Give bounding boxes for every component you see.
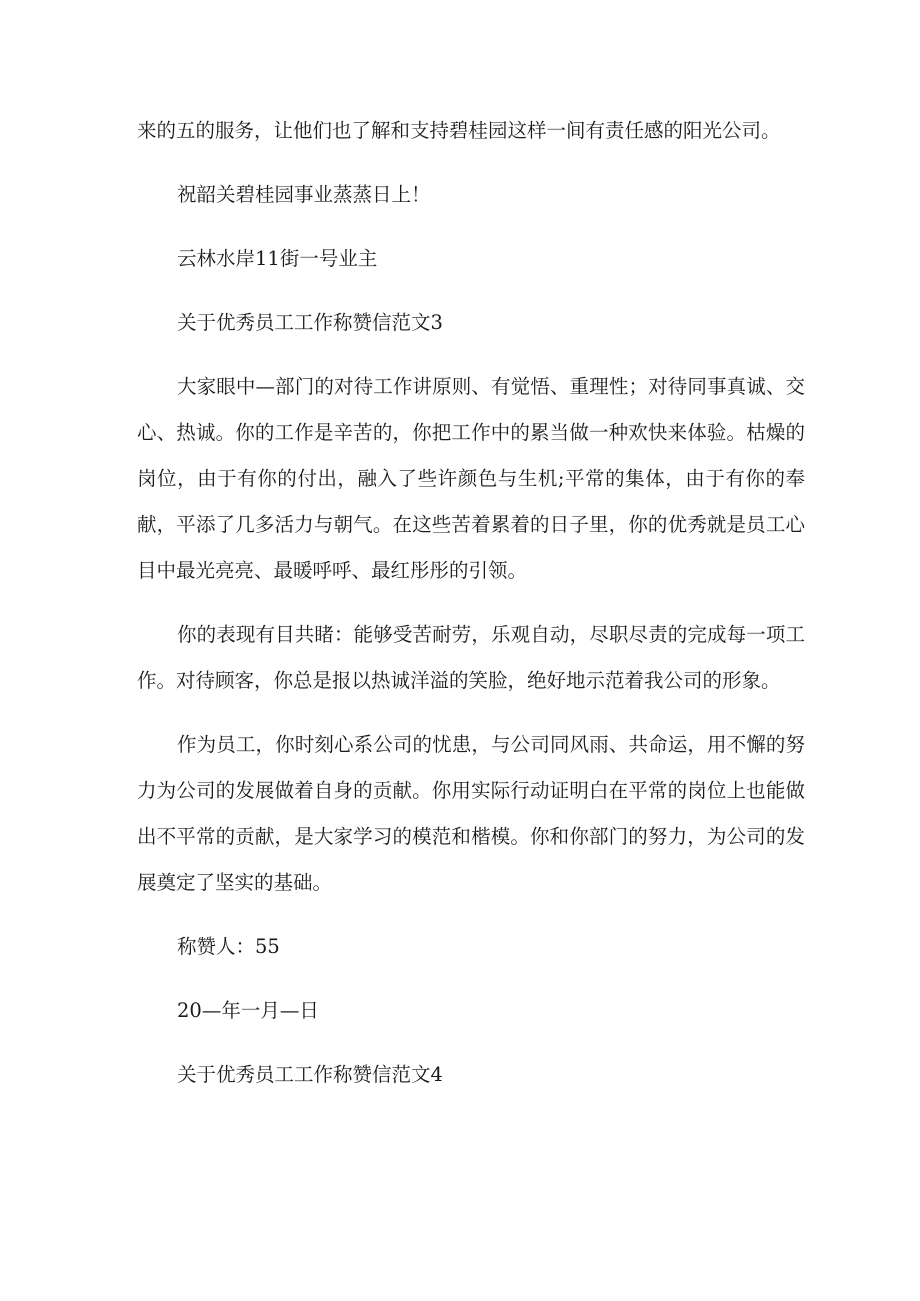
spacer [137, 704, 805, 722]
blessing-line: 祝韶关碧桂园事业蒸蒸日上！ [177, 183, 431, 206]
section-heading-3: 关于优秀员工工作称赞信范文3 [177, 311, 443, 334]
spacer [137, 282, 805, 300]
signer-line: 称赞人：55 [177, 935, 280, 958]
praise-paragraph-3: 作为员工，你时刻心系公司的忧患，与公司同风雨、共命运，用不懈的努力为公司的发展做着自身的贡献。你用实际行动证明白在平常的岗位上也能做出不平常的贡献，是大家学习的模范和楷模。你和你部门的努力，为公司的发展奠定了坚实的基础。 [137, 733, 805, 894]
continuation-paragraph: 来的五的服务，让他们也了解和支持碧桂园这样一间有责任感的阳光公司。 [137, 119, 781, 142]
praise-paragraph-1: 大家眼中—部门的对待工作讲原则、有觉悟、重理性；对待同事真诚、交心、热诚。你的工作是辛苦的，你把工作中的累当做一种欢快来体验。枯燥的岗位，由于有你的付出，融入了些许颜色与生机;平常的集体，由于有你的奉献，平添了几多活力与朝气。在这些苦着累着的日子里，你的优秀就是员工心目中最光亮亮、最暖呼呼、最红彤彤的引领。 [137, 375, 805, 582]
sender-line: 云林水岸11街一号业主 [177, 247, 378, 270]
spacer [137, 1034, 805, 1052]
date-line: 20—年一月—日 [177, 999, 319, 1022]
spacer [137, 346, 805, 364]
praise-paragraph-2: 你的表现有目共睹：能够受苦耐劳，乐观自动，尽职尽责的完成每一项工作。对待顾客，你总是报以热诚洋溢的笑脸，绝好地示范着我公司的形象。 [137, 623, 805, 692]
spacer [137, 970, 805, 988]
document-body [137, 108, 805, 1098]
spacer [137, 906, 805, 924]
section-heading-4: 关于优秀员工工作称赞信范文4 [177, 1063, 443, 1086]
spacer [137, 154, 805, 172]
spacer [137, 218, 805, 236]
spacer [137, 594, 805, 612]
